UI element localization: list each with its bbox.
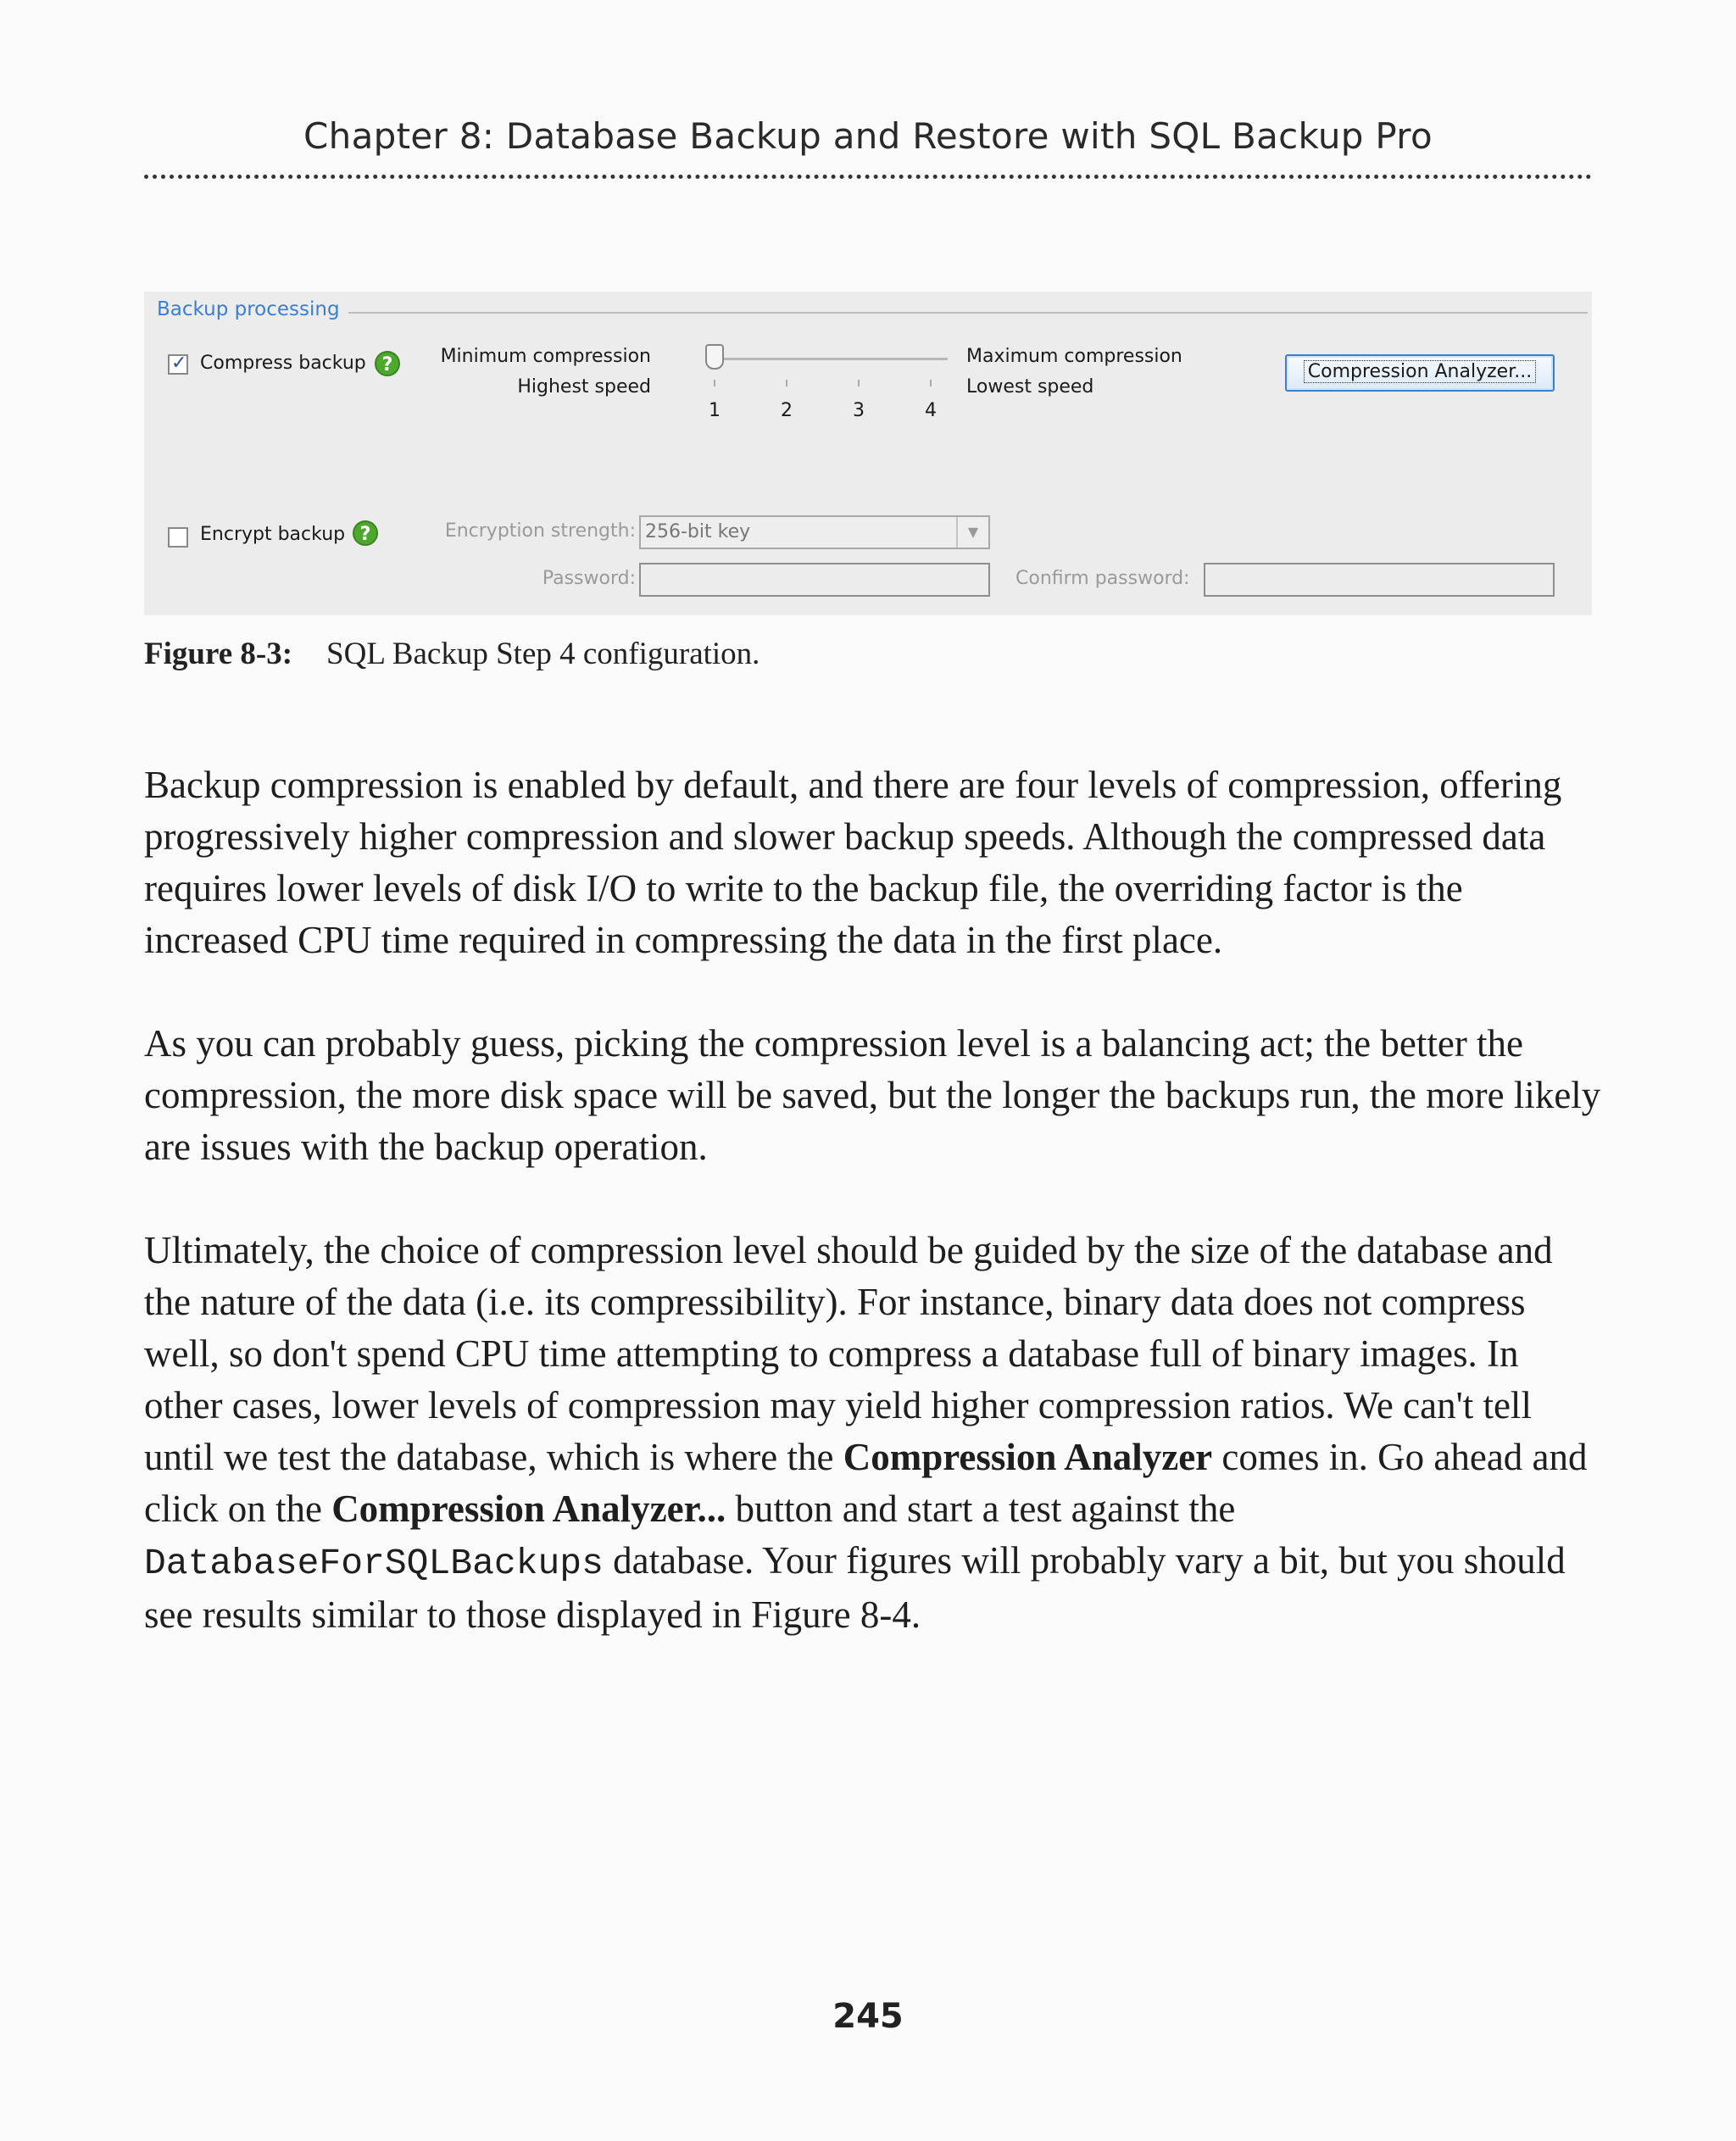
- slider-level-label: 1: [709, 400, 721, 421]
- confirm-password-label: Confirm password:: [1015, 568, 1190, 589]
- compression-analyzer-bold: Compression Analyzer: [843, 1436, 1213, 1478]
- page-number: 245: [832, 1997, 904, 2036]
- paragraph-2: As you can probably guess, picking the compression level is a balancing act; the better the compression, the more disk space will be saved, but the longer the backups run, the more likely are issues with the backup operation.: [144, 1022, 1601, 1168]
- paragraph-3-text: comes in. Go ahead and click on the: [144, 1436, 1588, 1530]
- password-label: Password:: [542, 568, 636, 589]
- slider-tick: [930, 380, 932, 386]
- compress-backup-checkbox[interactable]: [168, 354, 188, 375]
- database-name-code: DatabaseForSQLBackups: [144, 1543, 604, 1584]
- highest-speed-label: Highest speed: [517, 376, 651, 398]
- compression-slider-track[interactable]: [717, 358, 948, 360]
- encryption-strength-value: 256-bit key: [645, 521, 751, 542]
- lowest-speed-label: Lowest speed: [966, 376, 1094, 398]
- slider-tick: [858, 380, 860, 386]
- figure-caption-label: Figure 8-3:: [144, 637, 293, 671]
- compress-backup-label: Compress backup: [200, 353, 366, 374]
- figure-caption-text: SQL Backup Step 4 configuration.: [326, 637, 760, 671]
- body-text: [144, 759, 1602, 1693]
- group-title: Backup processing: [157, 298, 348, 320]
- paragraph-3-text: Ultimately, the choice of compression level should be guided by the size of the database and the nature of the data (i.e. its compressibility). For instance, binary data does not compress well, so don't spend CPU time attempting to compress a database full of binary images. In other cases, lower levels of compression may yield higher compression ratios. We can't tell until we test the database, which is where the: [144, 1229, 1553, 1478]
- encrypt-backup-checkbox[interactable]: [168, 527, 188, 548]
- compression-analyzer-button-bold: Compression Analyzer...: [331, 1488, 726, 1530]
- encrypt-backup-label: Encrypt backup: [200, 524, 346, 545]
- slider-level-label: 3: [853, 400, 865, 421]
- confirm-password-input[interactable]: [1204, 563, 1555, 597]
- max-compression-label: Maximum compression: [966, 346, 1182, 367]
- compression-analyzer-button-label: Compression Analyzer...: [1304, 360, 1536, 383]
- password-input[interactable]: [639, 563, 990, 597]
- paragraph-3-text: button and start a test against the: [726, 1488, 1236, 1530]
- backup-processing-panel: [144, 292, 1592, 615]
- figure-caption: [144, 636, 760, 672]
- checkmark-icon: ✓: [171, 353, 187, 374]
- encryption-strength-select[interactable]: [639, 515, 990, 549]
- slider-level-label: 4: [925, 400, 937, 421]
- paragraph-3-text: database. Your figures will probably vary a bit, but you should see results similar to those displayed in Figure 8-4.: [144, 1539, 1566, 1636]
- group-divider: [331, 312, 1588, 314]
- min-compression-label: Minimum compression: [440, 346, 651, 367]
- slider-tick: [714, 380, 715, 386]
- encryption-strength-label: Encryption strength:: [444, 520, 636, 542]
- slider-level-label: 2: [781, 400, 793, 421]
- encrypt-help-icon[interactable]: ?: [353, 520, 378, 546]
- compress-help-icon[interactable]: ?: [375, 351, 400, 376]
- compression-analyzer-button[interactable]: [1285, 354, 1555, 392]
- paragraph-3: [144, 1225, 1602, 1641]
- slider-tick: [786, 380, 787, 386]
- running-head: Chapter 8: Database Backup and Restore with SQL Backup Pro: [303, 115, 1433, 157]
- header-dotted-rule: [144, 175, 1592, 179]
- paragraph-1: Backup compression is enabled by default, and there are four levels of compression, offering progressively higher compression and slower backup speeds. Although the compressed data requires lower levels of disk I/O to write to the backup file, the overriding factor is the increased CPU time required in compressing the data in the first place.: [144, 764, 1562, 961]
- dropdown-arrow-icon: ▼: [956, 517, 988, 548]
- compression-slider-thumb[interactable]: [705, 344, 724, 370]
